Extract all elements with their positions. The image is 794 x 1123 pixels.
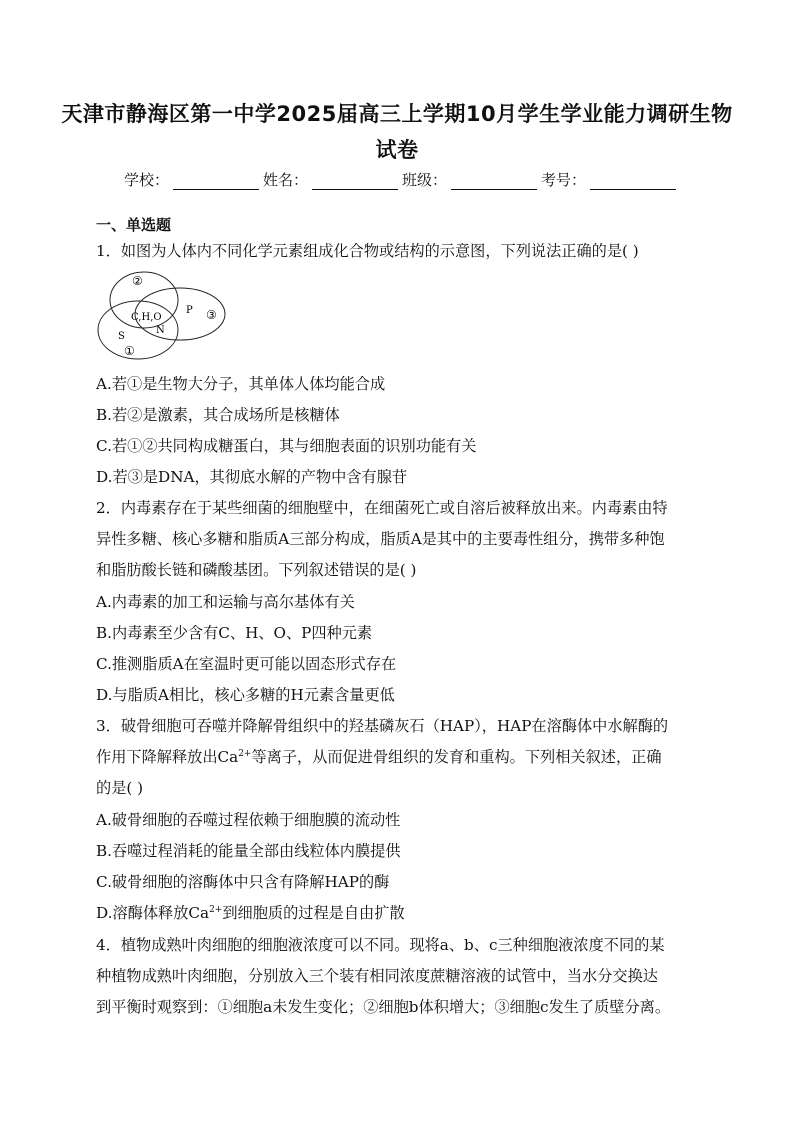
q3-option-a: A.破骨细胞的吞噬过程依赖于细胞膜的流动性 xyxy=(96,811,401,829)
q3-line-2-pre: 作用下降解释放出Ca xyxy=(96,748,239,766)
q3-option-b: B.吞噬过程消耗的能量全部由线粒体内膜提供 xyxy=(96,842,401,860)
circle-1 xyxy=(98,301,178,359)
venn-center-label: C,H,O xyxy=(131,312,162,323)
q2-line-2: 异性多糖、核心多糖和脂质A三部分构成，脂质A是其中的主要毒性组分，携带多种饱 xyxy=(96,530,665,548)
venn-diagram xyxy=(96,268,228,362)
q2-line-3: 和脂肪酸长链和磷酸基团。下列叙述错误的是( ) xyxy=(96,561,417,579)
q3-line-2-post: 等离子，从而促进骨组织的发育和重构。下列相关叙述，正确 xyxy=(251,748,662,766)
q1-option-d: D.若③是DNA，其彻底水解的产物中含有腺苷 xyxy=(96,468,408,486)
exam-title xyxy=(60,96,734,168)
q3-option-c: C.破骨细胞的溶酶体中只含有降解HAP的酶 xyxy=(96,873,390,891)
venn-p-label: P xyxy=(186,305,193,316)
q2-option-b: B.内毒素至少含有C、H、O、P四种元素 xyxy=(96,624,373,642)
venn-s-label: S xyxy=(118,331,125,342)
q3-option-d-pre: D.溶酶体释放Ca xyxy=(96,904,210,922)
class-blank[interactable] xyxy=(451,173,537,190)
q3-option-d-sup: 2+ xyxy=(209,904,223,915)
q1-stem: 1．如图为人体内不同化学元素组成化合物或结构的示意图，下列说法正确的是( ) xyxy=(96,242,639,260)
school-field xyxy=(124,169,259,190)
q3-line-3: 的是( ) xyxy=(96,779,144,797)
q3-line-2 xyxy=(96,746,662,767)
section-heading: 一、单选题 xyxy=(96,216,172,234)
school-label: 学校： xyxy=(124,171,170,189)
venn-label-1: ① xyxy=(124,344,135,358)
name-field xyxy=(263,169,398,190)
q2-option-c: C.推测脂质A在室温时更可能以固态形式存在 xyxy=(96,655,397,673)
class-field xyxy=(402,169,537,190)
student-info-row xyxy=(124,170,680,190)
number-blank[interactable] xyxy=(590,173,676,190)
number-field xyxy=(541,169,676,190)
class-label: 班级： xyxy=(402,171,448,189)
name-blank[interactable] xyxy=(312,173,398,190)
venn-n-label: N xyxy=(156,325,165,336)
q3-option-d xyxy=(96,902,405,923)
title-line-1: 天津市静海区第一中学2025届高三上学期10月学生学业能力调研生物 xyxy=(61,102,733,126)
venn-label-2: ② xyxy=(132,274,143,288)
q4-line-3: 到平衡时观察到：①细胞a未发生变化；②细胞b体积增大；③细胞c发生了质壁分离。 xyxy=(96,998,671,1016)
q2-line-1: 2．内毒素存在于某些细菌的细胞壁中，在细菌死亡或自溶后被释放出来。内毒素由特 xyxy=(96,499,668,517)
q2-option-a: A.内毒素的加工和运输与高尔基体有关 xyxy=(96,593,355,611)
venn-label-3: ③ xyxy=(206,308,217,322)
q3-line-2-sup: 2+ xyxy=(238,748,252,759)
title-line-2: 试卷 xyxy=(375,138,419,162)
q1-option-c: C.若①②共同构成糖蛋白，其与细胞表面的识别功能有关 xyxy=(96,437,477,455)
q4-line-1: 4．植物成熟叶肉细胞的细胞液浓度可以不同。现将a、b、c三种细胞液浓度不同的某 xyxy=(96,936,665,954)
q4-line-2: 种植物成熟叶肉细胞，分别放入三个装有相同浓度蔗糖溶液的试管中，当水分交换达 xyxy=(96,967,658,985)
name-label: 姓名： xyxy=(263,171,309,189)
q3-option-d-post: 到细胞质的过程是自由扩散 xyxy=(222,904,405,922)
school-blank[interactable] xyxy=(173,173,259,190)
q1-option-b: B.若②是激素，其合成场所是核糖体 xyxy=(96,406,340,424)
q1-option-a: A.若①是生物大分子，其单体人体均能合成 xyxy=(96,375,386,393)
number-label: 考号： xyxy=(541,171,587,189)
q3-line-1: 3．破骨细胞可吞噬并降解骨组织中的羟基磷灰石（HAP），HAP在溶酶体中水解酶的 xyxy=(96,717,669,735)
q2-option-d: D.与脂质A相比，核心多糖的H元素含量更低 xyxy=(96,686,395,704)
